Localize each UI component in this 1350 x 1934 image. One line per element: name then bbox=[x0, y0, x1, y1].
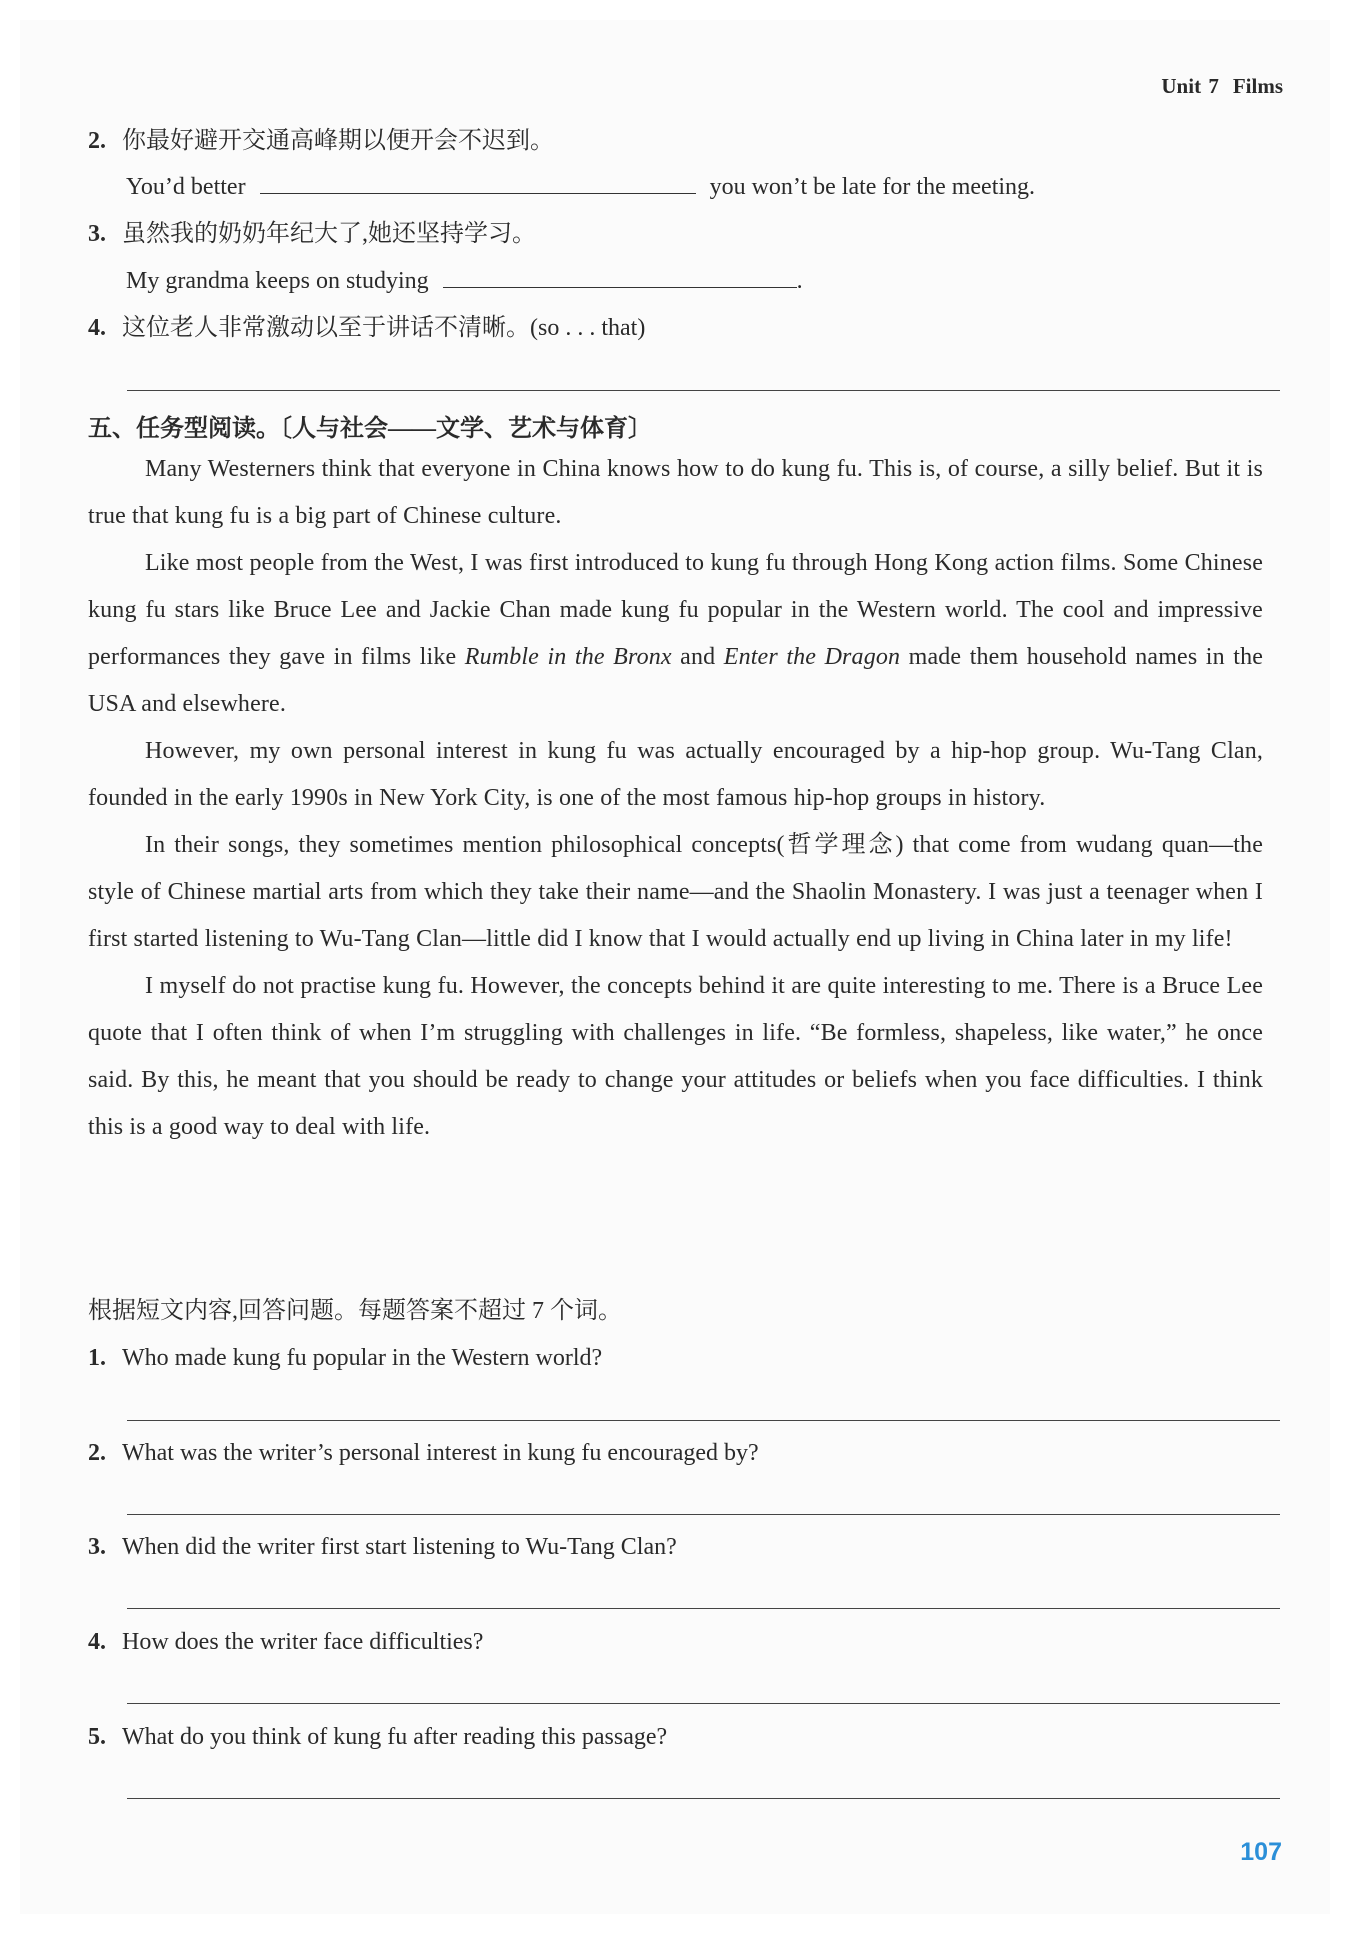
paragraph-text: Like most people from the West, I was first introduced to kung fu through Hong Kong action films. Some Chinese kung fu stars like Bruce Lee and Jackie Chan made kung fu popular in the Western world. The cool and impressive performances they gave in films like bbox=[88, 550, 1263, 670]
answer-line[interactable] bbox=[127, 1703, 1280, 1704]
header-title: Films bbox=[1232, 74, 1283, 98]
item-chinese: 这位老人非常激动以至于讲话不清晰。(so . . . that) bbox=[122, 315, 646, 341]
item-chinese: 虽然我的奶奶年纪大了,她还坚持学习。 bbox=[122, 221, 536, 247]
passage-paragraph-3: However, my own personal interest in kung fu was actually encouraged by a hip-hop group. Wu-Tang Clan, founded in the early 1990s in New York City, is one of the most famous hip-hop groups in history. bbox=[88, 738, 1263, 811]
question-1 bbox=[88, 1343, 602, 1373]
answer-blank[interactable] bbox=[443, 267, 797, 288]
sentence-suffix: you won’t be late for the meeting. bbox=[709, 174, 1036, 200]
translation-item-4 bbox=[88, 313, 645, 343]
page-number: 107 bbox=[1240, 1838, 1282, 1866]
sentence-prefix: You’d better bbox=[126, 174, 246, 200]
translation-item-2 bbox=[88, 126, 554, 156]
film-title: Enter the Dragon bbox=[723, 644, 901, 670]
passage-paragraph-1: Many Westerners think that everyone in China knows how to do kung fu. This is, of course, a silly belief. But it is true that kung fu is a big part of Chinese culture. bbox=[88, 456, 1263, 529]
question-text: What was the writer’s personal interest in kung fu encouraged by? bbox=[122, 1440, 759, 1466]
question-3 bbox=[88, 1532, 677, 1562]
item-chinese: 你最好避开交通高峰期以便开会不迟到。 bbox=[122, 128, 554, 154]
question-text: What do you think of kung fu after reading this passage? bbox=[122, 1724, 668, 1750]
question-text: When did the writer first start listening to Wu-Tang Clan? bbox=[122, 1534, 677, 1560]
passage-paragraph-5: I myself do not practise kung fu. However, the concepts behind it are quite interesting to me. There is a Bruce Lee quote that I often think of when I’m struggling with challenges in life. “Be formless, shapeless, like water,” he once said. By this, he meant that you should be ready to change your attitudes or beliefs when you face difficulties. I think this is a good way to deal with life. bbox=[88, 973, 1263, 1140]
question-5 bbox=[88, 1722, 667, 1752]
running-header bbox=[1161, 74, 1283, 99]
section-heading: 五、任务型阅读。〔人与社会——文学、艺术与体育〕 bbox=[88, 416, 652, 442]
item-number: 3. bbox=[88, 221, 106, 247]
answer-line[interactable] bbox=[127, 1514, 1280, 1515]
translation-sentence-2 bbox=[126, 172, 1035, 202]
paragraph-text: and bbox=[671, 644, 724, 670]
item-number: 2. bbox=[88, 128, 106, 154]
question-2 bbox=[88, 1438, 759, 1468]
translation-item-3 bbox=[88, 219, 536, 249]
question-number: 2. bbox=[88, 1440, 106, 1466]
passage-paragraph-2 bbox=[88, 540, 1263, 728]
question-number: 3. bbox=[88, 1534, 106, 1560]
sentence-prefix: My grandma keeps on studying bbox=[126, 268, 429, 294]
answer-line[interactable] bbox=[127, 1798, 1280, 1799]
question-number: 4. bbox=[88, 1629, 106, 1655]
answer-line[interactable] bbox=[127, 1420, 1280, 1421]
question-instruction: 根据短文内容,回答问题。每题答案不超过 7 个词。 bbox=[88, 1298, 622, 1324]
question-text: Who made kung fu popular in the Western world? bbox=[122, 1345, 603, 1371]
answer-line[interactable] bbox=[127, 390, 1280, 391]
sentence-suffix: . bbox=[796, 268, 803, 294]
film-title: Rumble in the Bronx bbox=[464, 644, 672, 670]
question-number: 5. bbox=[88, 1724, 106, 1750]
question-4 bbox=[88, 1627, 483, 1657]
answer-line[interactable] bbox=[127, 1608, 1280, 1609]
reading-passage bbox=[88, 446, 1263, 1151]
question-number: 1. bbox=[88, 1345, 106, 1371]
passage-paragraph-4: In their songs, they sometimes mention philosophical concepts(哲学理念) that come from wudang quan—the style of Chinese martial arts from which they take their name—and the Shaolin Monastery. I was just a teenager when I first started listening to Wu-Tang Clan—little did I know that I would actually end up living in China later in my life! bbox=[88, 832, 1263, 952]
paragraph-text: made them household names in the USA and elsewhere. bbox=[88, 644, 1264, 717]
translation-sentence-3 bbox=[126, 266, 803, 296]
answer-blank[interactable] bbox=[260, 173, 696, 194]
header-unit: Unit 7 bbox=[1161, 74, 1219, 98]
item-number: 4. bbox=[88, 315, 106, 341]
question-text: How does the writer face difficulties? bbox=[122, 1629, 484, 1655]
